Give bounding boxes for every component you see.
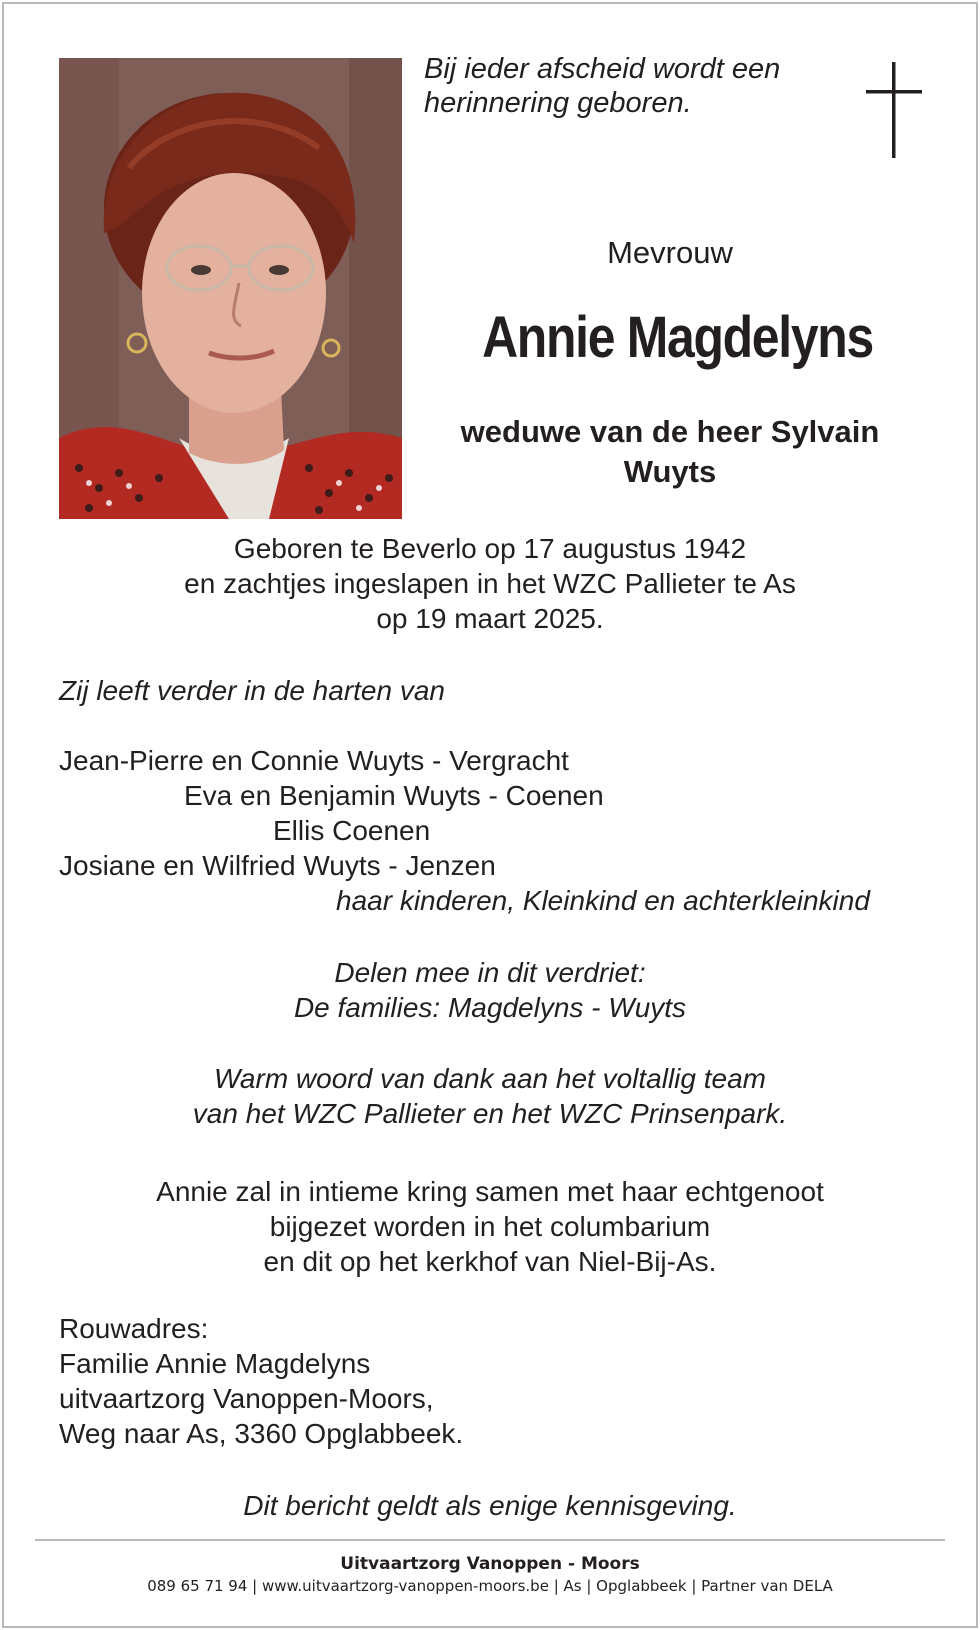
thanks-line: Warm woord van dank aan het voltallig team — [214, 1063, 766, 1094]
thanks-line: van het WZC Pallieter en het WZC Prinsenpark. — [192, 1098, 788, 1129]
family-member: Josiane en Wilfried Wuyts - Jenzen — [59, 850, 496, 881]
burial-line: en dit op het kerkhof van Niel-Bij-As. — [263, 1246, 717, 1277]
family-member: Ellis Coenen — [273, 815, 431, 846]
burial-info — [0, 1174, 980, 1279]
spouse-line: Wuyts — [623, 454, 717, 489]
address-line: Familie Annie Magdelyns — [59, 1348, 371, 1379]
birth-line: Geboren te Beverlo op 17 augustus 1942 — [233, 533, 747, 564]
lives-on-heading: Zij leeft verder in de harten van — [59, 675, 445, 706]
spouse-info — [415, 412, 925, 492]
share-line: Delen mee in dit verdriet: — [334, 957, 646, 988]
quote-line: Bij ieder afscheid wordt een — [424, 53, 781, 85]
funeral-company: Uitvaartzorg Vanoppen - Moors — [340, 1554, 640, 1574]
family-member: Eva en Benjamin Wuyts - Coenen — [184, 780, 604, 811]
birth-death-info — [0, 531, 980, 636]
burial-line: bijgezet worden in het columbarium — [269, 1211, 711, 1242]
share-line: De families: Magdelyns - Wuyts — [293, 992, 687, 1023]
quote-line: herinnering geboren. — [424, 87, 692, 119]
honorific-title: Mevrouw — [607, 235, 733, 270]
spouse-line: weduwe van de heer Sylvain — [460, 414, 880, 449]
portrait-illustration — [59, 58, 402, 519]
quote — [424, 52, 844, 120]
burial-line: Annie zal in intieme kring samen met haar echtgenoot — [156, 1176, 824, 1207]
funeral-company-contact: 089 65 71 94 | www.uitvaartzorg-vanoppen-moors.be | As | Opglabbeek | Partner van DELA — [147, 1577, 833, 1595]
family-role: haar kinderen, Kleinkind en achterkleinkind — [336, 885, 870, 916]
address-line: Weg naar As, 3360 Opglabbeek. — [59, 1418, 464, 1449]
birth-line: en zachtjes ingeslapen in het WZC Pallieter te As — [184, 568, 796, 599]
share-grief — [0, 955, 980, 1025]
deceased-name: Annie Magdelyns — [482, 305, 873, 370]
mourning-address — [59, 1311, 463, 1451]
address-line: uitvaartzorg Vanoppen-Moors, — [59, 1383, 434, 1414]
cross-icon — [866, 62, 922, 158]
portrait-photo — [59, 58, 402, 519]
birth-line: op 19 maart 2025. — [376, 603, 604, 634]
closing-note: Dit bericht geldt als enige kennisgeving. — [243, 1490, 737, 1521]
footer-divider — [35, 1539, 945, 1541]
address-line: Rouwadres: — [59, 1313, 209, 1344]
thanks — [0, 1061, 980, 1131]
family-member: Jean-Pierre en Connie Wuyts - Vergracht — [59, 745, 569, 776]
